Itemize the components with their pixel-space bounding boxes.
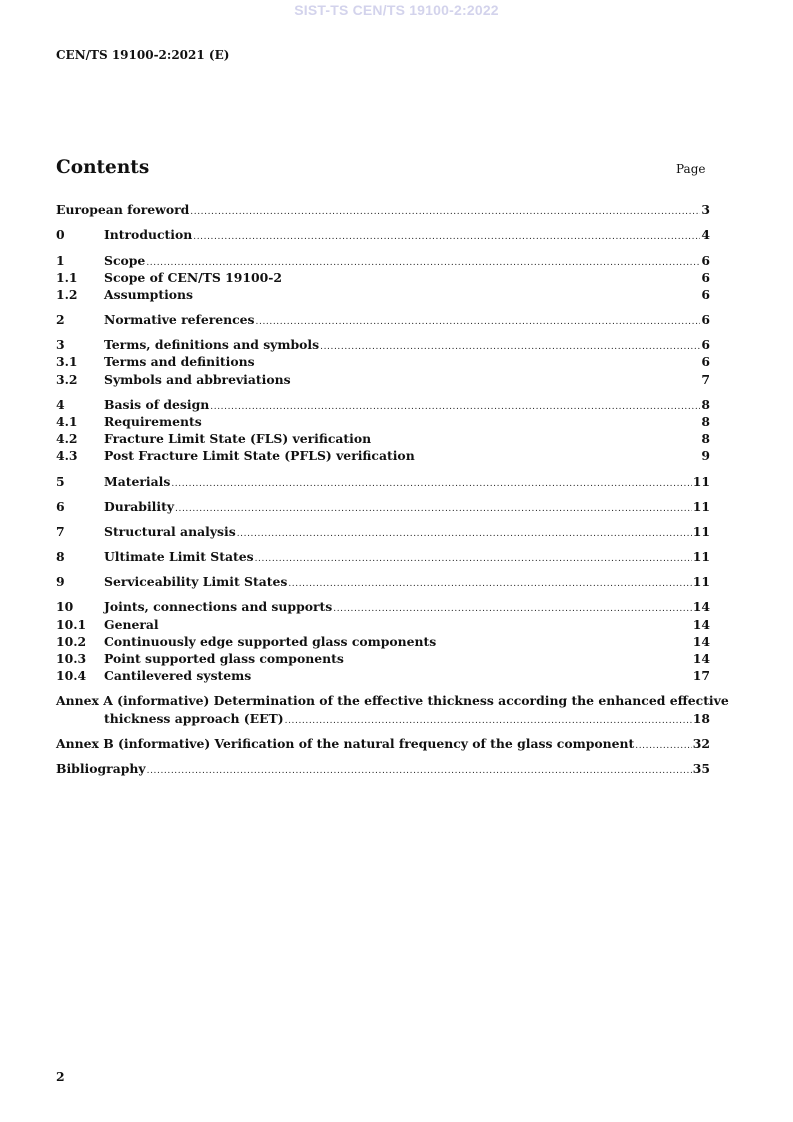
- toc-entry-4-1[interactable]: [56, 413, 710, 430]
- toc-number: 10.2: [56, 634, 87, 649]
- toc-number: 10: [56, 599, 74, 614]
- toc-number: 10.1: [56, 617, 87, 632]
- toc-number: 5: [56, 474, 65, 489]
- toc-page: 17: [692, 668, 710, 683]
- toc-title: Continuously edge supported glass components: [104, 634, 437, 649]
- toc-entry-10-2[interactable]: [56, 633, 710, 650]
- toc-page: 4: [701, 227, 710, 242]
- toc-page: 8: [701, 397, 710, 412]
- toc-page: 14: [692, 634, 710, 649]
- toc-entry-annex-a-line1[interactable]: [56, 692, 729, 709]
- toc-entry-3-1[interactable]: [56, 353, 710, 370]
- toc-title: Scope of CEN/TS 19100-2: [104, 270, 283, 285]
- toc-page: 8: [701, 431, 710, 446]
- toc-number: 10.3: [56, 651, 87, 666]
- toc-page: 14: [692, 651, 710, 666]
- toc-title: Introduction: [104, 227, 193, 242]
- toc-page: 35: [692, 761, 710, 776]
- toc-number: 4.1: [56, 414, 78, 429]
- dot-leader: [237, 526, 692, 543]
- toc-entry-annex-b[interactable]: [56, 735, 710, 752]
- toc-page: 9: [701, 448, 710, 463]
- toc-entry-4[interactable]: [56, 396, 710, 413]
- page-column-label: Page: [676, 162, 706, 176]
- toc-title: Cantilevered systems: [104, 668, 252, 683]
- toc-title: European foreword: [56, 202, 190, 217]
- toc-page: 6: [701, 270, 710, 285]
- dot-leader: [288, 576, 691, 593]
- toc-number: 2: [56, 312, 65, 327]
- toc-page: 11: [692, 574, 710, 589]
- toc-title: Requirements: [104, 414, 202, 429]
- toc-number: 3.2: [56, 372, 78, 387]
- toc-entry-4-2[interactable]: [56, 430, 710, 447]
- toc-title: Bibliography: [56, 761, 146, 776]
- toc-number: 4.2: [56, 431, 78, 446]
- toc-title: Scope: [104, 253, 146, 268]
- toc-number: 1.2: [56, 287, 78, 302]
- toc-title: Normative references: [104, 312, 255, 327]
- dot-leader: [175, 501, 692, 518]
- toc-entry-7[interactable]: [56, 523, 710, 540]
- toc-entry-foreword[interactable]: [56, 201, 710, 218]
- page-number: 2: [56, 1069, 65, 1084]
- toc-page: 6: [701, 312, 710, 327]
- toc-number: 7: [56, 524, 65, 539]
- toc-entry-9[interactable]: [56, 573, 710, 590]
- toc-entry-8[interactable]: [56, 548, 710, 565]
- dot-leader: [285, 713, 692, 730]
- contents-heading: Contents: [56, 157, 150, 178]
- dot-leader: [190, 204, 700, 221]
- toc-entry-bibliography[interactable]: [56, 760, 710, 777]
- toc-title: Point supported glass components: [104, 651, 344, 666]
- dot-leader: [193, 229, 700, 246]
- toc-page: 14: [692, 617, 710, 632]
- toc-title: Assumptions: [104, 287, 194, 302]
- dot-leader: [256, 314, 701, 331]
- toc-page: 11: [692, 499, 710, 514]
- toc-title: Annex A (informative) Determination of the effective thickness according the enhanced effective: [56, 693, 729, 708]
- toc-number: 1: [56, 253, 65, 268]
- watermark: SIST-TS CEN/TS 19100-2:2022: [294, 2, 499, 18]
- toc-number: 4: [56, 397, 65, 412]
- toc-entry-10[interactable]: [56, 598, 710, 615]
- toc-entry-4-3[interactable]: [56, 447, 710, 464]
- dot-leader: [635, 738, 692, 755]
- toc-entry-10-4[interactable]: [56, 667, 710, 684]
- toc-entry-annex-a-line2[interactable]: [56, 710, 710, 727]
- toc-page: 32: [692, 736, 710, 751]
- toc-title: Durability: [104, 499, 175, 514]
- toc-number: 6: [56, 499, 65, 514]
- toc-title: Ultimate Limit States: [104, 549, 254, 564]
- toc-entry-1-2[interactable]: [56, 286, 710, 303]
- toc-page: 18: [692, 711, 710, 726]
- toc-title: Post Fracture Limit State (PFLS) verification: [104, 448, 415, 463]
- dot-leader: [255, 551, 692, 568]
- toc-number: 9: [56, 574, 65, 589]
- toc-page: 8: [701, 414, 710, 429]
- dot-leader: [171, 476, 691, 493]
- toc-entry-10-1[interactable]: [56, 616, 710, 633]
- toc-title: Basis of design: [104, 397, 210, 412]
- toc-page: 6: [701, 253, 710, 268]
- toc-title: Fracture Limit State (FLS) verification: [104, 431, 372, 446]
- toc-entry-6[interactable]: [56, 498, 710, 515]
- toc-title: General: [104, 617, 159, 632]
- toc-number: 4.3: [56, 448, 78, 463]
- toc-page: 3: [701, 202, 710, 217]
- toc-title: Symbols and abbreviations: [104, 372, 291, 387]
- toc-number: 0: [56, 227, 65, 242]
- toc-title: Terms and definitions: [104, 354, 255, 369]
- toc-title: Serviceability Limit States: [104, 574, 288, 589]
- toc-page: 6: [701, 287, 710, 302]
- toc-page: 6: [701, 337, 710, 352]
- toc-entry-1[interactable]: [56, 252, 710, 269]
- toc-entry-3-2[interactable]: [56, 371, 710, 388]
- toc-entry-5[interactable]: [56, 473, 710, 490]
- toc-number: 10.4: [56, 668, 87, 683]
- toc-title: Annex B (informative) Verification of the natural frequency of the glass component: [56, 736, 635, 751]
- toc-page: 11: [692, 549, 710, 564]
- toc-entry-3[interactable]: [56, 336, 710, 353]
- toc-number: 3.1: [56, 354, 78, 369]
- toc-page: 7: [701, 372, 710, 387]
- toc-page: 14: [692, 599, 710, 614]
- toc-number: 1.1: [56, 270, 78, 285]
- toc-page: 6: [701, 354, 710, 369]
- toc-number: 3: [56, 337, 65, 352]
- toc-entry-1-1[interactable]: [56, 269, 710, 286]
- toc-title: Terms, definitions and symbols: [104, 337, 320, 352]
- document-id: CEN/TS 19100-2:2021 (E): [56, 48, 230, 62]
- toc-title: Joints, connections and supports: [104, 599, 333, 614]
- toc-title: thickness approach (EET): [104, 711, 284, 726]
- toc-entry-10-3[interactable]: [56, 650, 710, 667]
- toc-entry-0[interactable]: [56, 226, 710, 243]
- toc-page: 11: [692, 524, 710, 539]
- toc-page: 11: [692, 474, 710, 489]
- toc-number: 8: [56, 549, 65, 564]
- toc-title: Materials: [104, 474, 171, 489]
- toc-title: Structural analysis: [104, 524, 236, 539]
- dot-leader: [147, 763, 692, 780]
- toc-entry-2[interactable]: [56, 311, 710, 328]
